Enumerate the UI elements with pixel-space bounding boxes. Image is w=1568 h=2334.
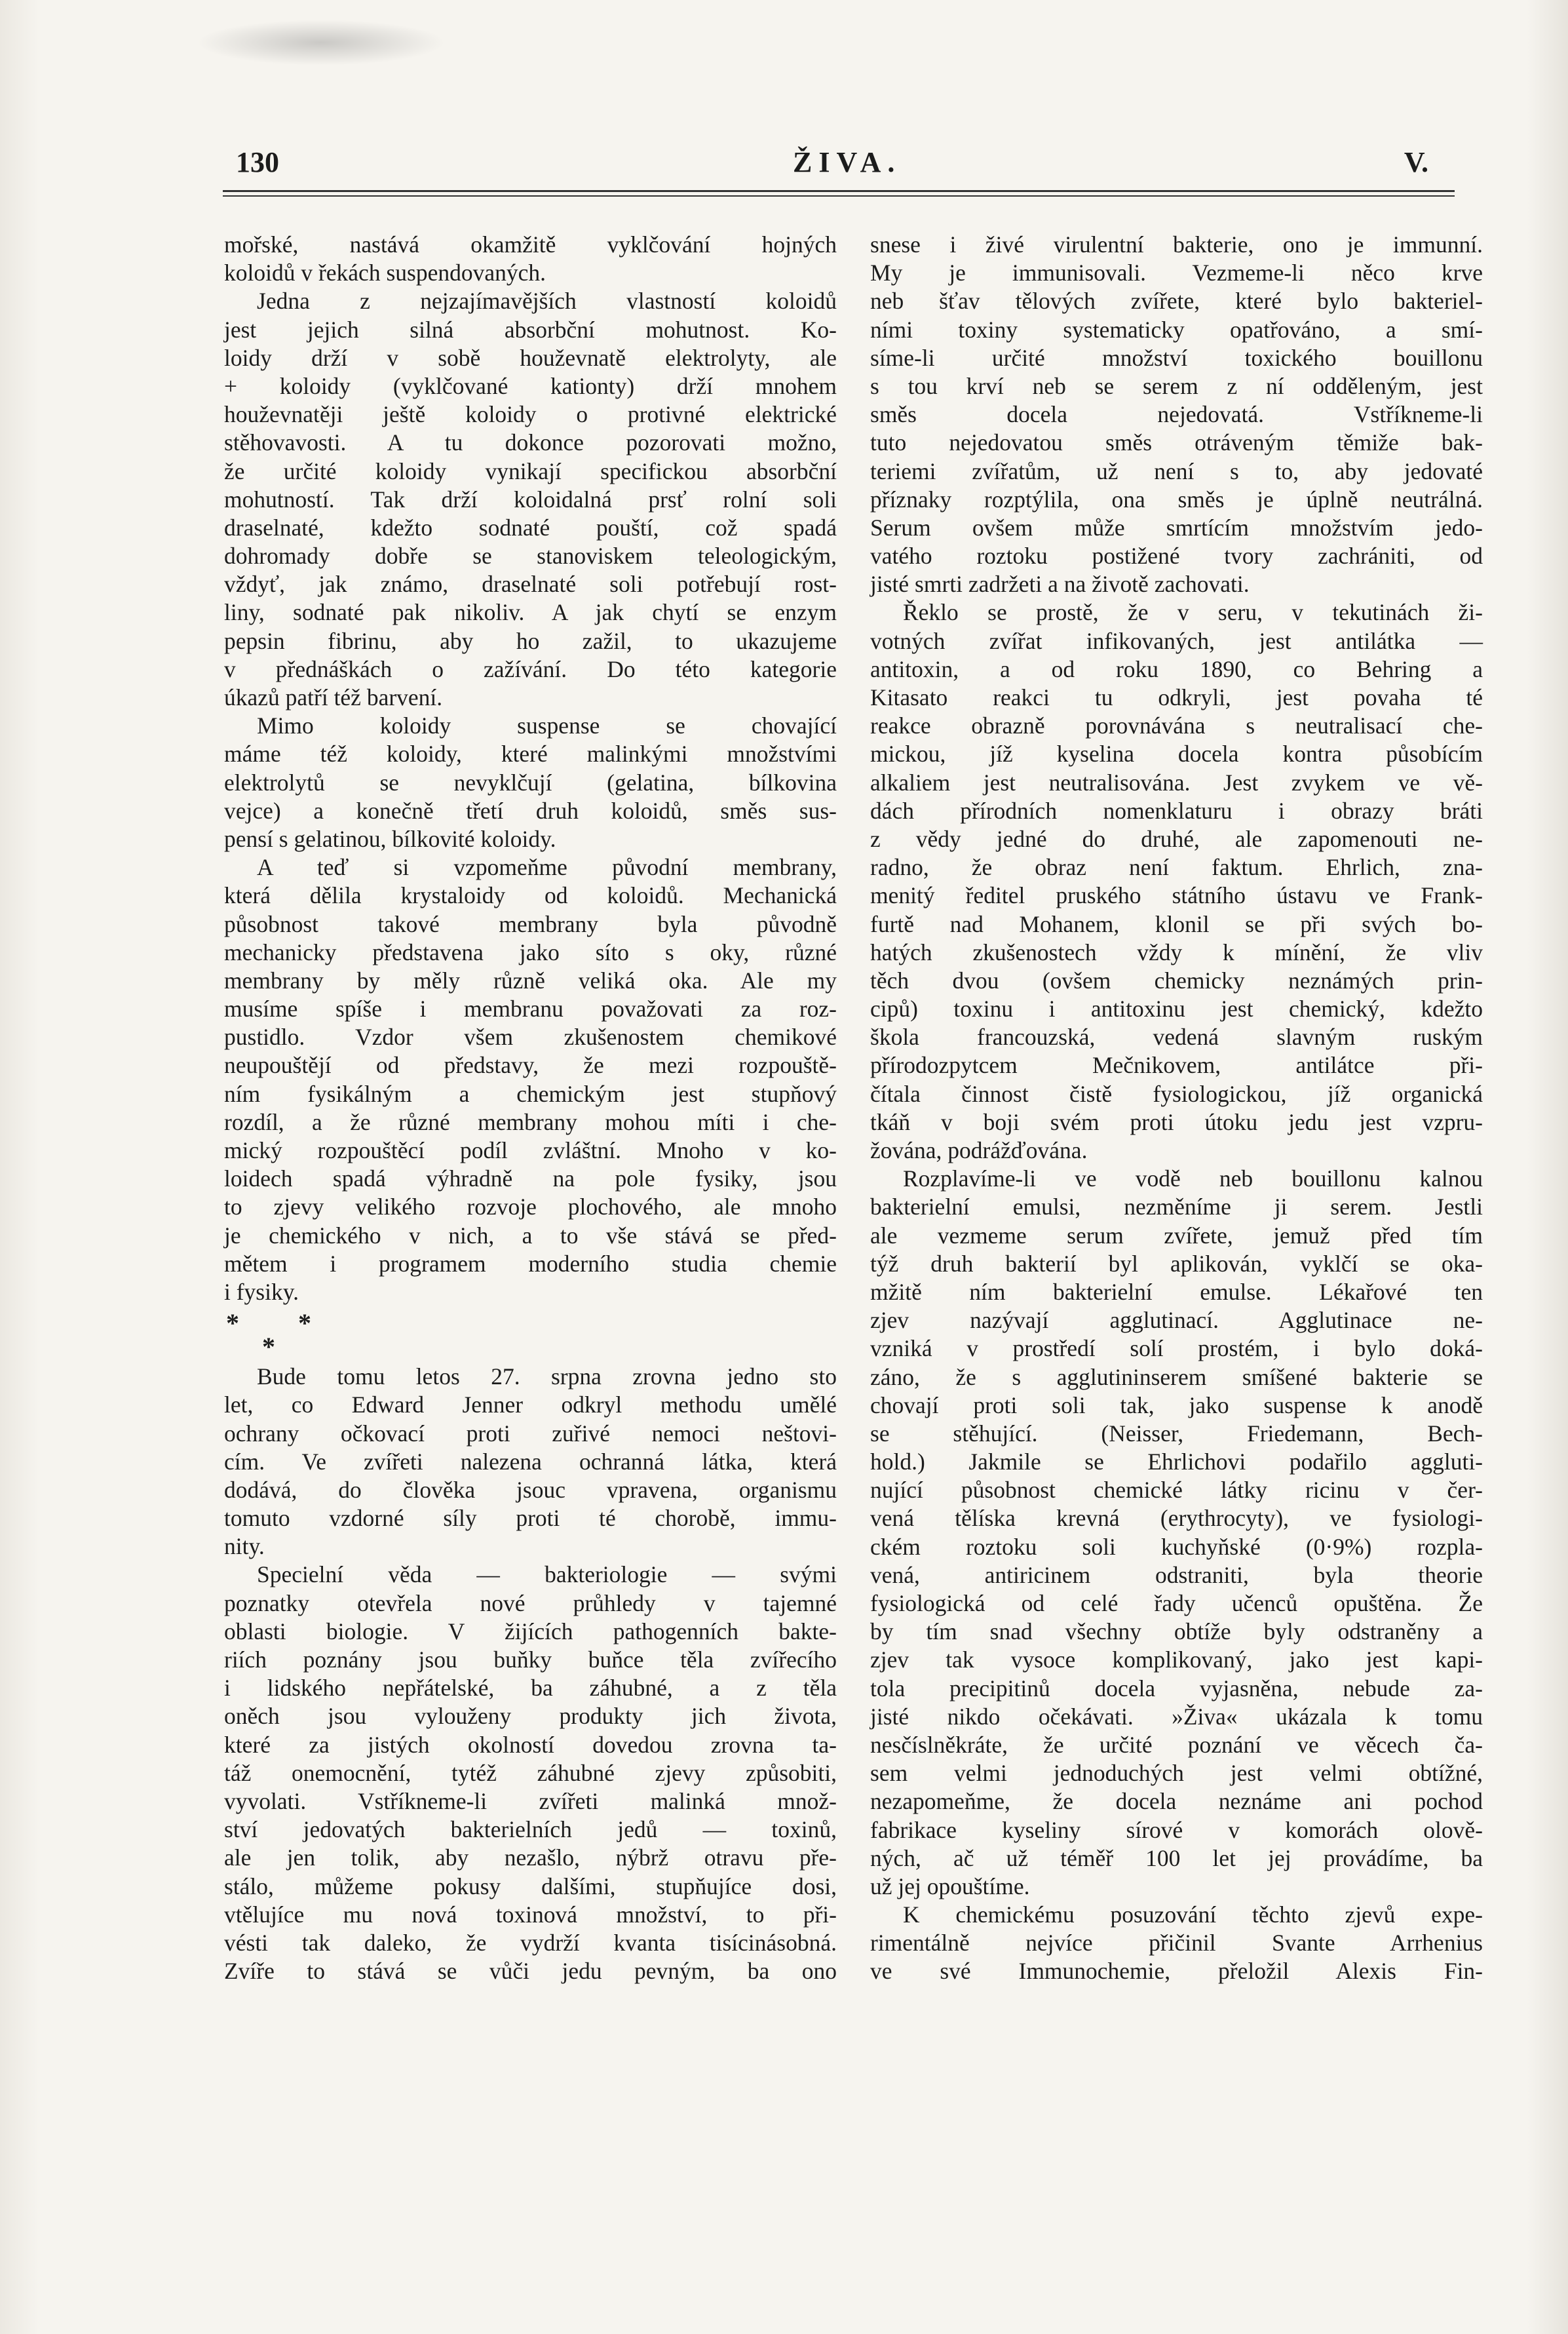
text-line: sem velmi jednoduchých jest velmi obtížné, (870, 1760, 1483, 1787)
text-line: antitoxin, a od roku 1890, co Behring a (870, 655, 1483, 682)
text-line: vždyť, jak známo, draselnaté soli potřebují rost- (224, 571, 837, 598)
text-line: dodává, do člověka jsouc vpravena, organismu (224, 1476, 837, 1503)
separator-star: * (226, 1308, 239, 1338)
text-line: i lidského nepřátelské, ba záhubné, a z těla (224, 1675, 837, 1702)
text-line: pustidlo. Vzdor všem zkušenostem chemikové (224, 1024, 837, 1051)
text-line: K chemickému posuzování těchto zjevů expe- (903, 1901, 1483, 1928)
text-line: Rozplavíme-li ve vodě neb bouillonu kalnou (903, 1165, 1483, 1192)
text-line: furtě nad Mohanem, klonil se při svých bo- (870, 910, 1483, 937)
running-header (223, 146, 1442, 185)
text-line: stěhovavosti. A tu dokonce pozorovati možno, (224, 429, 837, 456)
text-line: Kitasato reakci tu odkryli, jest povaha té (870, 684, 1483, 710)
paper-stain (197, 20, 446, 66)
text-line: tola precipitinů docela vyjasněna, nebude za- (870, 1675, 1483, 1702)
text-line: nity. (224, 1533, 265, 1560)
text-line: rimentálně nejvíce přičinil Svante Arrhenius (870, 1930, 1483, 1956)
text-line: příznaky rozptýlila, ona směs je úplně neutrálná. (870, 486, 1483, 513)
text-line: týž druh bakterií byl aplikován, vyklčí se oka- (870, 1250, 1483, 1277)
text-line: draselnaté, kdežto sodnaté pouští, což spadá (224, 514, 837, 541)
separator-star: * (262, 1332, 275, 1362)
text-line: mořské, nastává okamžitě vyklčování hojných (224, 231, 837, 258)
text-line: Bude tomu letos 27. srpna zrovna jedno sto (257, 1363, 837, 1390)
text-line: fabrikace kyseliny sírové v komorách olově- (870, 1816, 1483, 1843)
text-line: Serum ovšem může smrtícím množstvím jedo- (870, 514, 1483, 541)
text-line: nesčíslněkráte, že určité poznání ve věcech ča- (870, 1731, 1483, 1758)
text-line: nezapomeňme, že docela neznáme ani pochod (870, 1788, 1483, 1815)
text-line: přírodozpytcem Mečnikovem, antilátce při- (870, 1052, 1483, 1079)
page-number: 130 (236, 146, 279, 178)
text-line: tkáň v boji svém proti útoku jedu jest vzpru- (870, 1108, 1483, 1135)
text-line: ními toxiny systematicky opatřováno, a smí- (870, 316, 1483, 343)
text-line: cím. Ve zvířeti nalezena ochranná látka, která (224, 1448, 837, 1475)
text-line: vzniká v prostředí solí prostém, i bylo doká- (870, 1335, 1483, 1362)
text-line: působnost takové membrany byla původně (224, 910, 837, 937)
left-column (224, 231, 837, 1985)
text-line: bakterielní emulsi, nezměníme ji serem. Jestli (870, 1194, 1483, 1220)
text-line: Řeklo se prostě, že v seru, v tekutinách ži- (903, 599, 1483, 626)
text-line: i fysiky. (224, 1278, 299, 1305)
text-line: úkazů patří též barvení. (224, 684, 443, 710)
text-line: vésti tak daleko, že vydrží kvanta tisícinásobná. (224, 1929, 837, 1956)
text-line: nující působnost chemické látky ricinu v čer- (870, 1477, 1483, 1504)
text-line: z vědy jedné do druhé, ale zapomenouti ne- (870, 825, 1483, 852)
text-line: My je immunisovali. Vezmeme-li něco krve (870, 260, 1483, 286)
text-line: ochrany očkovací proti zuřivé nemoci neštovi- (224, 1420, 837, 1447)
text-line: mohutností. Tak drží koloidalná prsť rolní soli (224, 486, 837, 513)
text-line: pensí s gelatinou, bílkovité koloidy. (224, 825, 556, 852)
text-line: chovají proti soli tak, jako suspense k anodě (870, 1391, 1483, 1418)
text-line: zjev nazývají agglutinací. Agglutinace ne- (870, 1307, 1483, 1334)
text-line: tuto nejedovatou směs otráveným těmiže bak- (870, 429, 1483, 456)
text-line: vená tělíska krevná (erythrocyty), ve fysiologi- (870, 1505, 1483, 1532)
text-line: vejce) a konečně třetí druh koloidů, směs sus- (224, 797, 837, 824)
journal-title: ŽIVA. (793, 146, 902, 178)
text-line: že určité koloidy vynikají specifickou absorbční (224, 457, 837, 484)
text-line: která dělila krystaloidy od koloidů. Mechanická (224, 882, 837, 909)
text-line: poznatky otevřela nové průhledy v tajemné (224, 1589, 837, 1616)
text-line: mický rozpouštěcí podíl zvláštní. Mnoho v ko- (224, 1137, 837, 1163)
text-line: fysiologická od celé řady učenců opuštěna. Že (870, 1590, 1483, 1616)
text-line: musíme spíše i membranu považovati za roz- (224, 996, 837, 1022)
text-line: zjev tak vysoce komplikovaný, jako jest kapi- (870, 1646, 1483, 1673)
separator-star: * (298, 1308, 311, 1338)
text-line: oblasti biologie. V žijících pathogenních bakte- (224, 1618, 837, 1644)
header-rule-thin (223, 195, 1455, 197)
text-line: hold.) Jakmile se Ehrlichovi podařilo aggluti- (870, 1449, 1483, 1475)
text-line: ných, ač už téměř 100 let jej provádíme, ba (870, 1844, 1483, 1871)
text-line: elektrolytů se nevyklčují (gelatina, bílkovina (224, 769, 837, 796)
text-line: koloidů v řekách suspendovaných. (224, 260, 546, 286)
text-line: to zjevy velikého rozvoje plochového, ale mnoho (224, 1194, 837, 1220)
text-line: vatého roztoku postižené tvory zachrániti, od (870, 543, 1483, 570)
text-line: ství jedovatých bakterielních jedů — toxinů, (224, 1816, 837, 1843)
text-line: dohromady dobře se stanoviskem teleologickým, (224, 543, 837, 570)
text-line: záno, že s agglutininserem smíšené bakterie se (870, 1363, 1483, 1390)
text-line: Jedna z nejzajímavějších vlastností koloidů (257, 288, 837, 315)
text-line: Mimo koloidy suspense se chovající (257, 712, 837, 739)
text-line: neupouštějí od představy, že mezi rozpouště- (224, 1052, 837, 1079)
text-line: vená, antiricinem odstraniti, byla theorie (870, 1561, 1483, 1588)
text-line: vtělujíce mu nová toxinová množství, to při- (224, 1901, 837, 1928)
text-line: ve své Immunochemie, přeložil Alexis Fin- (870, 1958, 1483, 1985)
text-line: mickou, jíž kyselina docela kontra působícím (870, 741, 1483, 768)
text-line: tomuto vzdorné síly proti té chorobě, immu- (224, 1505, 837, 1532)
volume-number: V. (1404, 146, 1428, 178)
text-line: oněch jsou vylouženy produkty jich života, (224, 1703, 837, 1730)
text-line: ale jen tolik, aby nezašlo, nýbrž otravu pře- (224, 1844, 837, 1871)
text-line: táž onemocnění, tytéž záhubné zjevy způsobiti, (224, 1759, 837, 1786)
text-line: let, co Edward Jenner odkryl methodu umělé (224, 1391, 837, 1418)
text-line: máme též koloidy, které malinkými množstvími (224, 741, 837, 768)
text-line: škola francouzská, vedená slavným ruským (870, 1024, 1483, 1051)
text-line: neb šťav tělových zvířete, které bylo bakteriel- (870, 288, 1483, 315)
text-line: jisté smrti zadržeti a na životě zachovati. (870, 571, 1250, 598)
text-line: se stěhující. (Neisser, Friedemann, Bech- (870, 1420, 1483, 1447)
text-line: směs docela nejedovatá. Vstříkneme-li (870, 401, 1483, 428)
text-line: je chemického v nich, a to vše stává se před- (224, 1222, 837, 1249)
text-line: ckém roztoku soli kuchyňské (0·9%) rozpla- (870, 1533, 1483, 1560)
text-line: rozdíl, a že různé membrany mohou míti i che- (224, 1108, 837, 1135)
text-line: A teď si vzpomeňme původní membrany, (257, 854, 837, 881)
text-line: reakce obrazně porovnávána s neutralisací che- (870, 712, 1483, 739)
text-line: alkaliem jest neutralisována. Jest zvykem ve vě- (870, 769, 1483, 796)
text-line: houževnatěji ještě koloidy o protivné elektrické (224, 401, 837, 428)
text-line: mětem i programem moderního studia chemie (224, 1250, 837, 1277)
text-line: loidy drží v sobě houževnatě elektrolyty, ale (224, 344, 837, 371)
text-line: ním fysikálným a chemickým jest stupňový (224, 1080, 837, 1107)
right-column (870, 231, 1483, 1986)
text-line: mžitě ním bakterielní emulse. Lékařové ten (870, 1278, 1483, 1305)
text-line: riích poznány jsou buňky buňce těla zvířecího (224, 1646, 837, 1673)
text-line: snese i živé virulentní bakterie, ono je immunní. (870, 231, 1483, 258)
text-line: které za jistých okolností dovedou zrovna ta- (224, 1731, 837, 1758)
text-line: jest jejich silná absorbční mohutnost. Ko- (224, 316, 837, 343)
text-line: v přednáškách o zažívání. Do této kategorie (224, 655, 837, 682)
text-line: cipů) toxinu i antitoxinu jest chemický, kdežto (870, 996, 1483, 1022)
text-line: pepsin fibrinu, aby ho zažil, to ukazujeme (224, 627, 837, 654)
text-line: Specielní věda — bakteriologie — svými (257, 1561, 837, 1588)
text-line: čítala činnost čistě fysiologickou, jíž organická (870, 1080, 1483, 1107)
text-line: hatých zkušenostech vždy k mínění, že vliv (870, 939, 1483, 965)
text-line: stálo, můžeme pokusy dalšími, stupňujíce dosi, (224, 1873, 837, 1899)
text-line: těch dvou (ovšem chemicky neznámých prin- (870, 967, 1483, 994)
section-separator (224, 1306, 837, 1363)
text-line: teriemi zvířatům, už není s to, aby jedovaté (870, 457, 1483, 484)
header-rule (223, 190, 1455, 192)
text-line: s tou krví neb se serem z ní odděleným, jest (870, 372, 1483, 399)
text-line: už jej opouštíme. (870, 1873, 1030, 1899)
text-line: radno, že obraz není faktum. Ehrlich, zna- (870, 854, 1483, 881)
text-line: votných zvířat infikovaných, jest antilátka — (870, 627, 1483, 654)
text-line: Zvíře to stává se vůči jedu pevným, ba ono (224, 1958, 837, 1985)
text-line: mechanicky představena jako síto s oky, různé (224, 939, 837, 965)
text-line: loidech spadá výhradně na pole fysiky, jsou (224, 1165, 837, 1192)
text-line: vyvolati. Vstříkneme-li zvířeti malinká množ- (224, 1787, 837, 1814)
text-line: žována, podrážďována. (870, 1137, 1088, 1163)
text-line: liny, sodnaté pak nikoliv. A jak chytí se enzym (224, 599, 837, 626)
text-line: by tím snad všechny obtíže byly odstraněny a (870, 1618, 1483, 1645)
text-line: menitý ředitel pruského státního ústavu ve Frank- (870, 882, 1483, 909)
text-line: jisté nikdo očekávati. »Živa« ukázala k tomu (870, 1703, 1483, 1730)
text-line: + koloidy (vyklčované kationty) drží mnohem (224, 372, 837, 399)
text-line: síme-li určité množství toxického bouillonu (870, 344, 1483, 371)
text-line: ale vezmeme serum zvířete, jemuž před tím (870, 1222, 1483, 1249)
text-line: dách přírodních nomenklaturu i obrazy bráti (870, 797, 1483, 824)
text-line: membrany by měly různě veliká oka. Ale my (224, 967, 837, 994)
